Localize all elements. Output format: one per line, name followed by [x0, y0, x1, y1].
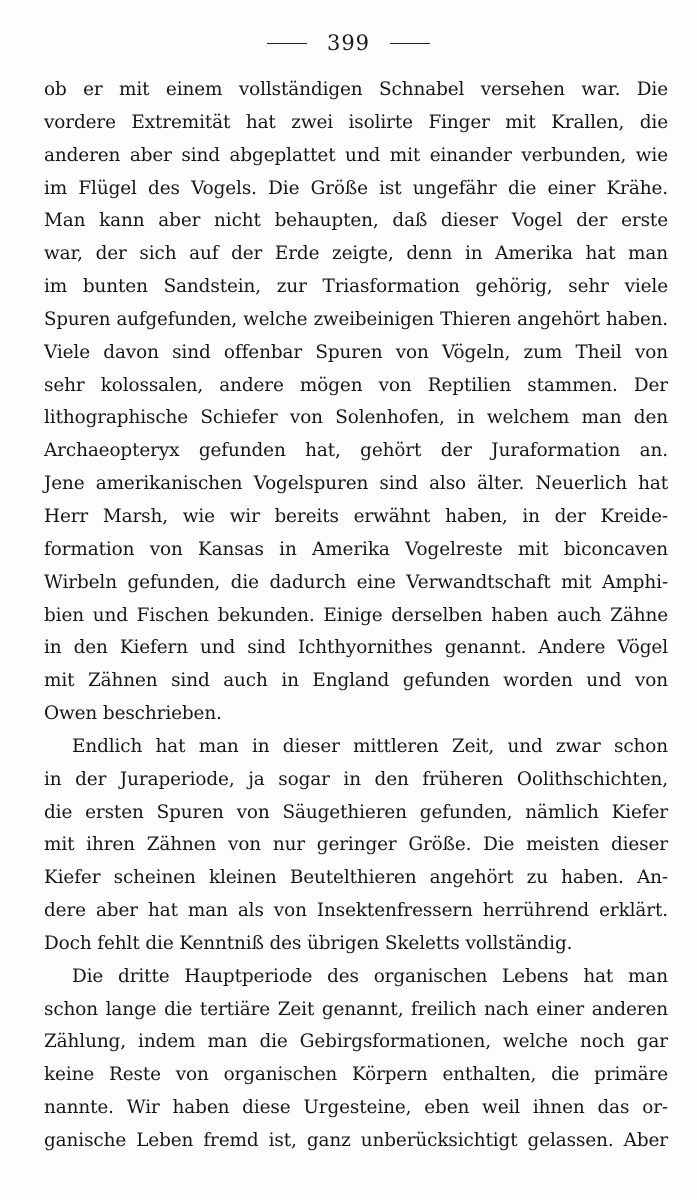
text-line: keine Reste von organischen Körpern enthalten, die primäre — [44, 1064, 668, 1086]
page-header — [0, 28, 697, 58]
text-line: Viele davon sind offenbar Spuren von Vögeln, zum Theil von — [44, 341, 668, 363]
text-line: war, der sich auf der Erde zeigte, denn in Amerika hat man — [44, 243, 668, 265]
paragraph — [44, 731, 668, 961]
text-line: Man kann aber nicht behaupten, daß dieser Vogel der erste — [44, 210, 668, 232]
page-number: 399 — [326, 31, 371, 55]
text-line: die ersten Spuren von Säugethieren gefunden, nämlich Kiefer — [44, 801, 668, 823]
text-line: nannte. Wir haben diese Urgesteine, eben weil ihnen das or- — [44, 1097, 668, 1119]
paragraph — [44, 961, 668, 1158]
body-text — [44, 74, 668, 1158]
text-line: schon lange die tertiäre Zeit genannt, freilich nach einer anderen — [44, 998, 668, 1020]
text-line: vordere Extremität hat zwei isolirte Finger mit Krallen, die — [44, 111, 668, 133]
paragraph — [44, 74, 668, 731]
header-rule-right — [390, 43, 430, 44]
text-line: lithographische Schiefer von Solenhofen, in welchem man den — [44, 407, 668, 429]
text-line: Wirbeln gefunden, die dadurch eine Verwandtschaft mit Amphi- — [44, 571, 668, 593]
text-line: bien und Fischen bekunden. Einige derselben haben auch Zähne — [44, 604, 668, 626]
text-line: ob er mit einem vollständigen Schnabel versehen war. Die — [44, 79, 668, 100]
text-line: Herr Marsh, wie wir bereits erwähnt haben, in der Kreide- — [44, 505, 668, 527]
text-line: formation von Kansas in Amerika Vogelreste mit biconcaven — [44, 538, 668, 560]
text-line: Die dritte Hauptperiode des organischen Lebens hat man — [72, 965, 668, 987]
text-line: Owen beschrieben. — [44, 703, 222, 725]
text-line: Spuren aufgefunden, welche zweibeinigen Thieren angehört haben. — [44, 308, 668, 330]
text-line: Endlich hat man in dieser mittleren Zeit, und zwar schon — [72, 735, 668, 757]
text-line: Zählung, indem man die Gebirgsformationen, welche noch gar — [44, 1031, 668, 1053]
header-rule-left — [267, 43, 307, 44]
text-line: im bunten Sandstein, zur Triasformation gehörig, sehr viele — [44, 276, 668, 298]
text-line: Archaeopteryx gefunden hat, gehört der Juraformation an. — [44, 440, 668, 462]
text-line: mit Zähnen sind auch in England gefunden worden und von — [44, 670, 668, 692]
text-line: mit ihren Zähnen von nur geringer Größe. Die meisten dieser — [44, 834, 668, 856]
text-line: dere aber hat man als von Insektenfressern herrührend erklärt. — [44, 900, 668, 922]
text-line: ganische Leben fremd ist, ganz unberücksichtigt gelassen. Aber — [44, 1130, 668, 1151]
text-line: sehr kolossalen, andere mögen von Reptilien stammen. Der — [44, 374, 668, 396]
text-line: Kiefer scheinen kleinen Beutelthieren angehört zu haben. An- — [44, 867, 668, 889]
text-line: in den Kiefern und sind Ichthyornithes genannt. Andere Vögel — [44, 637, 668, 659]
text-line: Doch fehlt die Kenntniß des übrigen Skeletts vollständig. — [44, 932, 573, 954]
text-line: im Flügel des Vogels. Die Größe ist ungefähr die einer Krähe. — [44, 177, 668, 199]
text-line: Jene amerikanischen Vogelspuren sind also älter. Neuerlich hat — [44, 473, 668, 495]
text-line: in der Juraperiode, ja sogar in den früheren Oolithschichten, — [44, 768, 668, 790]
text-line: anderen aber sind abgeplattet und mit einander verbunden, wie — [44, 144, 668, 166]
